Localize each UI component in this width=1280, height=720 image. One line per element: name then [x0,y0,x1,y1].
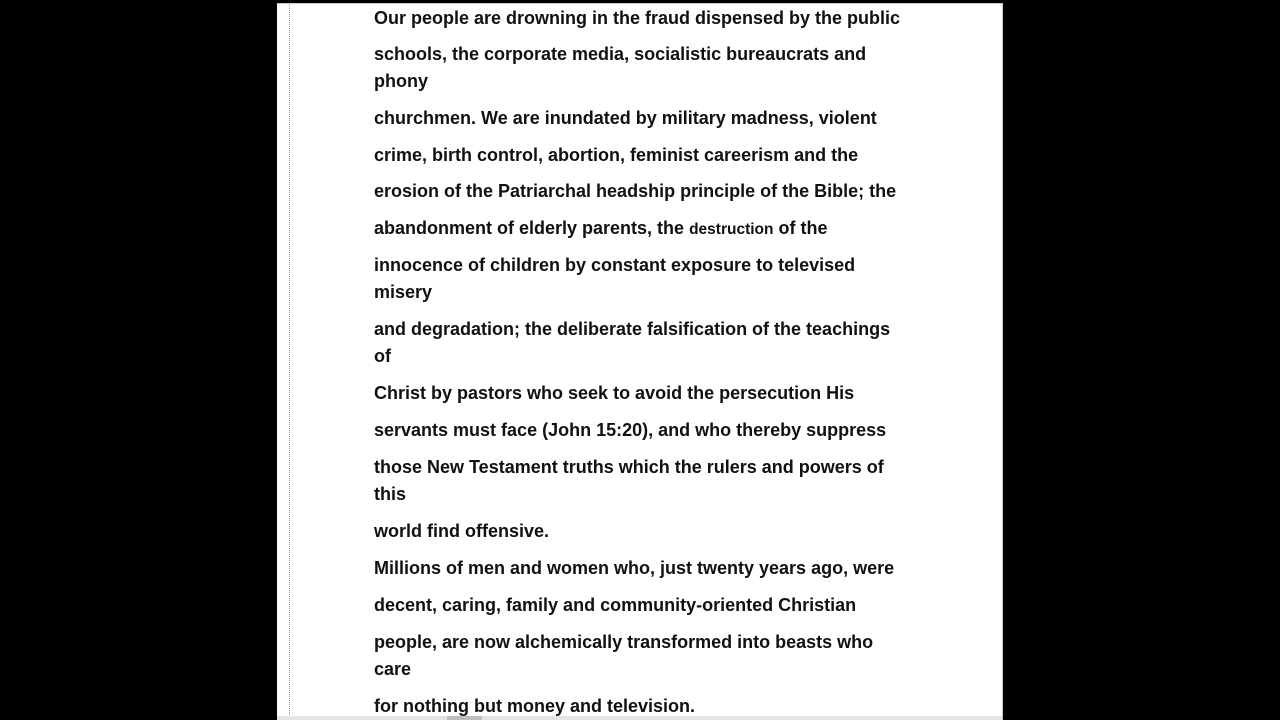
text-line: misery [374,282,433,302]
text-line: world find offensive. [374,521,550,541]
text-line: decent, caring, family and community-oriented Christian [374,595,857,615]
text-line: and degradation; the deliberate falsification of the teachings [374,319,891,339]
text-line: of [374,346,391,366]
text-line: this [374,484,407,504]
text-line: erosion of the Patriarchal headship principle of the Bible; the [374,181,897,201]
page-margin-guide [289,4,290,720]
text-segment: of the [778,218,828,238]
text-line: phony [374,71,428,91]
text-line: Our people are drowning in the fraud dispensed by the public [374,8,901,28]
text-line-mixed [374,218,828,239]
text-line: servants must face (John 15:20), and who thereby suppress [374,420,887,440]
text-segment-small: destruction [689,221,774,238]
text-line: Christ by pastors who seek to avoid the persecution His [374,383,855,403]
text-line: churchmen. We are inundated by military madness, violent [374,108,877,128]
text-line: schools, the corporate media, socialistic bureaucrats and [374,44,867,64]
text-line: those New Testament truths which the rulers and powers of [374,457,884,477]
horizontal-scrollbar[interactable] [277,716,1003,720]
text-segment: abandonment of elderly parents, the [374,218,685,238]
text-line: innocence of children by constant exposure to televised [374,255,856,275]
text-line: crime, birth control, abortion, feminist careerism and the [374,145,859,165]
text-line: people, are now alchemically transformed into beasts who [374,632,874,652]
document-page [277,3,1003,720]
scrollbar-thumb[interactable] [447,716,482,720]
text-line: Millions of men and women who, just twenty years ago, were [374,558,895,578]
text-line: for nothing but money and television. [374,696,696,716]
text-line: care [374,659,412,679]
